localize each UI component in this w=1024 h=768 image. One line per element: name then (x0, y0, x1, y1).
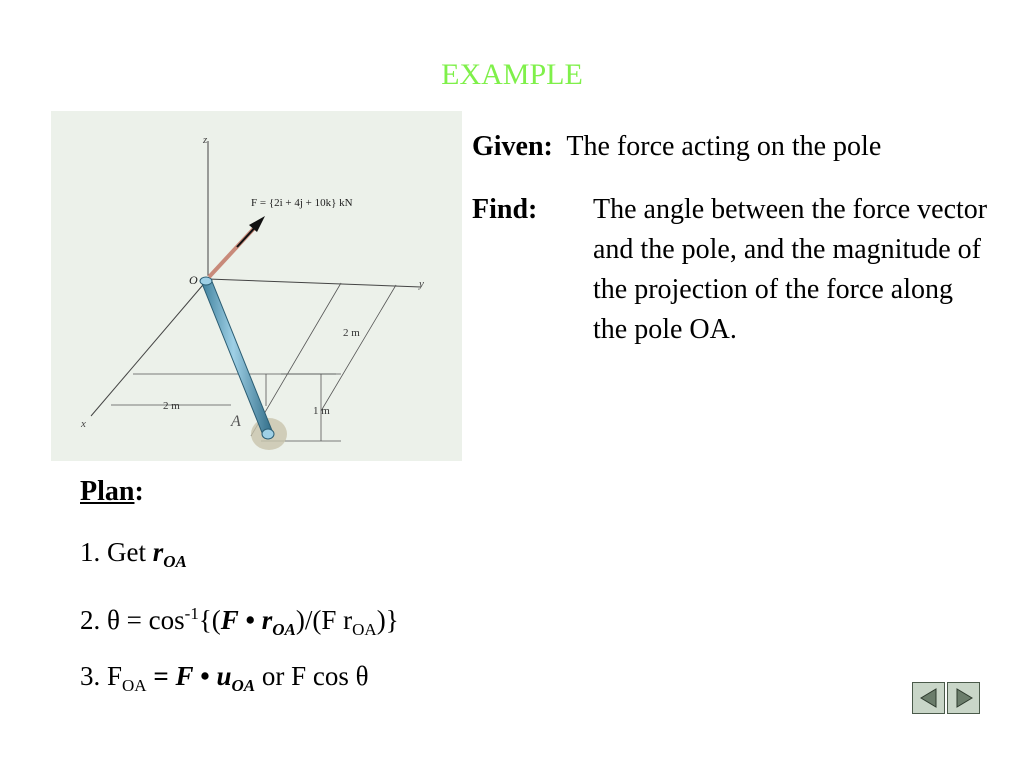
force-label: F = {2i + 4j + 10k} kN (251, 197, 353, 209)
triangle-left-icon (917, 686, 941, 710)
plan-heading (80, 472, 144, 512)
dim-2m-x: 2 m (163, 400, 180, 412)
point-a-label: A (231, 413, 241, 430)
pole-oa (201, 279, 273, 435)
z-axis-label: z (203, 134, 208, 146)
given-line (472, 127, 881, 167)
plan-step-2: 2. $\theta = \cos^{-1}\{(F$ • $r_{OA})/(F$ $r_{OA}$)} (80, 604, 399, 639)
given-text: The force acting on the pole (566, 131, 882, 162)
given-label: Given: (472, 131, 553, 162)
find-label: Find: (472, 194, 538, 225)
slide-title: EXAMPLE (441, 58, 583, 91)
y-axis (208, 279, 421, 287)
x-axis (91, 279, 208, 416)
plan-colon: : (134, 476, 144, 507)
x-axis-label: x (81, 418, 86, 430)
previous-slide-button[interactable] (912, 682, 945, 714)
plan-label: Plan (80, 476, 135, 507)
find-text: The angle between the force vector and the pole, and the magnitude of the projection of the force along the pole OA. (593, 194, 988, 345)
plan-step-3: 3. $F_{OA} = F$ • $u_{OA}$ or F cos θ (80, 661, 369, 695)
dim-2m-y: 2 m (343, 327, 360, 339)
next-slide-button[interactable] (947, 682, 980, 714)
pole-force-diagram (51, 111, 462, 461)
dim-1m: 1 m (313, 405, 330, 417)
y-axis-label: y (419, 278, 424, 290)
plan-step-1: 1. Get $r_{OA}$ (80, 537, 187, 571)
origin-label: O (189, 273, 198, 287)
diagram-svg (51, 111, 462, 461)
slide-navigation (912, 682, 982, 716)
triangle-right-icon (952, 686, 976, 710)
